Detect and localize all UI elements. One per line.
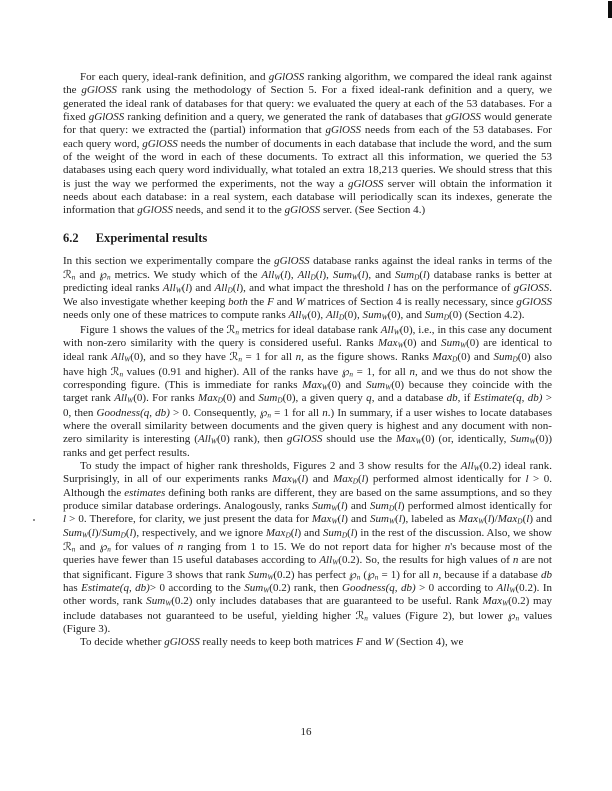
section-title: Experimental results bbox=[95, 230, 208, 245]
paragraph-experimental-intro: In this section we experimentally compare the gGlOSS database ranks against the ideal ranks in terms of the ℛ$_n$ and $℘_n$ metrics. We study which of the All$_W$(l), All$_D$(l), Sum$_W$(l), and Sum$_D$(l) database ranks is better at predicting ideal ranks All$_W$(l) and All$_D$(l), and what impact the threshold l has on the performance of gGlOSS. We also investigate whether keeping both the F and W matrices of Section 4 is really necessary, since gGlOSS needs only one of these matrices to compute ranks All$_W$(0), All$_D$(0), Sum$_W$(0), and Sum$_D$(0) (Section 4.2). bbox=[63, 254, 552, 322]
paragraph-figure1-discussion: Figure 1 shows the values of the ℛ$_n$ metrics for ideal database rank All$_W$(0), i.e., in this case any document with non-zero similarity with the query is considered useful. Ranks Max$_W$(0) and Sum$_W$(0) are identical to ideal rank All$_W$(0), and so they have ℛ$_n$ = 1 for all n, as the figure shows. Ranks Max$_D$(0) and Sum$_D$(0) also have high ℛ$_n$ values (0.91 and higher). All of the ranks have $℘_n = 1$, for all n, and we thus do not show the corresponding figure. (This is immediate for ranks Max$_W$(0) and Sum$_W$(0) because they coincide with the target rank All$_W$(0). For ranks Max$_D$(0) and Sum$_D$(0), a given query q, and a database db, if Estimate(q, db) > 0, then Goodness(q, db) > 0. Consequently, $℘_n = 1$ for all n.) In summary, if a user wishes to locate databases where the overall similarity between documents and the given query is highest and any document with non-zero similarity is interesting (All$_W$(0) rank), then gGlOSS should use the Max$_W$(0) (or, identically, Sum$_W$(0)) ranks and get perfect results. bbox=[63, 322, 553, 459]
scan-artifact-bar bbox=[608, 1, 612, 18]
paragraph-methodology: For each query, ideal-rank definition, and gGlOSS ranking algorithm, we compared the ideal rank against the gGlOSS rank using the methodology of Section 5. For a fixed ideal-rank definition and a query, we generated the ideal rank of databases for that query: we evaluated the query at each of the 53 databases. For a fixed gGlOSS ranking definition and a query, we generated the rank of databases that gGlOSS would generate for that query: we extracted the (partial) information that gGlOSS needs from each of the 53 databases. For each query word, gGlOSS needs the number of documents in each database that include the word, and the sum of the weight of the word in each of these documents. To extract all this information, we queried the 53 databases using each query word individually, what totaled an extra 18,213 queries. We should stress that this is just the way we performed the experiments, not the way a gGlOSS server will obtain the information it needs about each database: in a real system, each database will periodically scan its indexes, generate the information that gGlOSS needs, and send it to the gGlOSS server. (See Section 4.) bbox=[63, 71, 552, 217]
page-number: 16 bbox=[300, 726, 312, 738]
paragraph-higher-thresholds: To study the impact of higher rank thresholds, Figures 2 and 3 show results for the All$_W$(0.2) ideal rank. Surprisingly, in all of our experiments ranks Max$_W$(l) and Max$_D$(l) performed almost identically for l > 0. Although the estimates defining both ranks are different, they are based on the same assumptions, and so they produce similar database orderings. Analogously, ranks Sum$_W$(l) and Sum$_D$(l) performed almost identically for l > 0. Therefore, for clarity, we just present the data for Max$_W$(l) and Sum$_W$(l), labeled as Max$_W$(l)/Max$_D$(l) and Sum$_W$(l)/Sum$_D$(l), respectively, and we ignore Max$_D$(l) and Sum$_D$(l) in the rest of the discussion. Also, we show ℛ$_n$ and $℘_n$ for values of n ranging from 1 to 15. We do not report data for higher n's because most of the queries have fewer than 15 useful databases according to All$_W$(0.2). So, the results for high values of n are not that significant. Figure 3 shows that rank Sum$_W$(0.2) has perfect $℘_n$ $(℘_n = 1)$ for all n, because if a database db has Estimate(q, db)> 0 according to the Sum$_W$(0.2) rank, then Goodness(q, db) > 0 according to All$_W$(0.2). In other words, rank Sum$_W$(0.2) only includes databases that are guaranteed to be useful. Rank Max$_W$(0.2) may include databases not guaranteed to be useful, yielding higher ℛ$_n$ values (Figure 2), but lower $℘_n$ values (Figure 3). bbox=[63, 459, 553, 636]
scan-artifact-speck bbox=[33, 519, 35, 521]
section-heading bbox=[63, 231, 552, 245]
section-number: 6.2 bbox=[63, 230, 79, 245]
page-body bbox=[63, 71, 552, 650]
paragraph-closing: To decide whether gGlOSS really needs to keep both matrices F and W (Section 4), we bbox=[80, 636, 464, 649]
